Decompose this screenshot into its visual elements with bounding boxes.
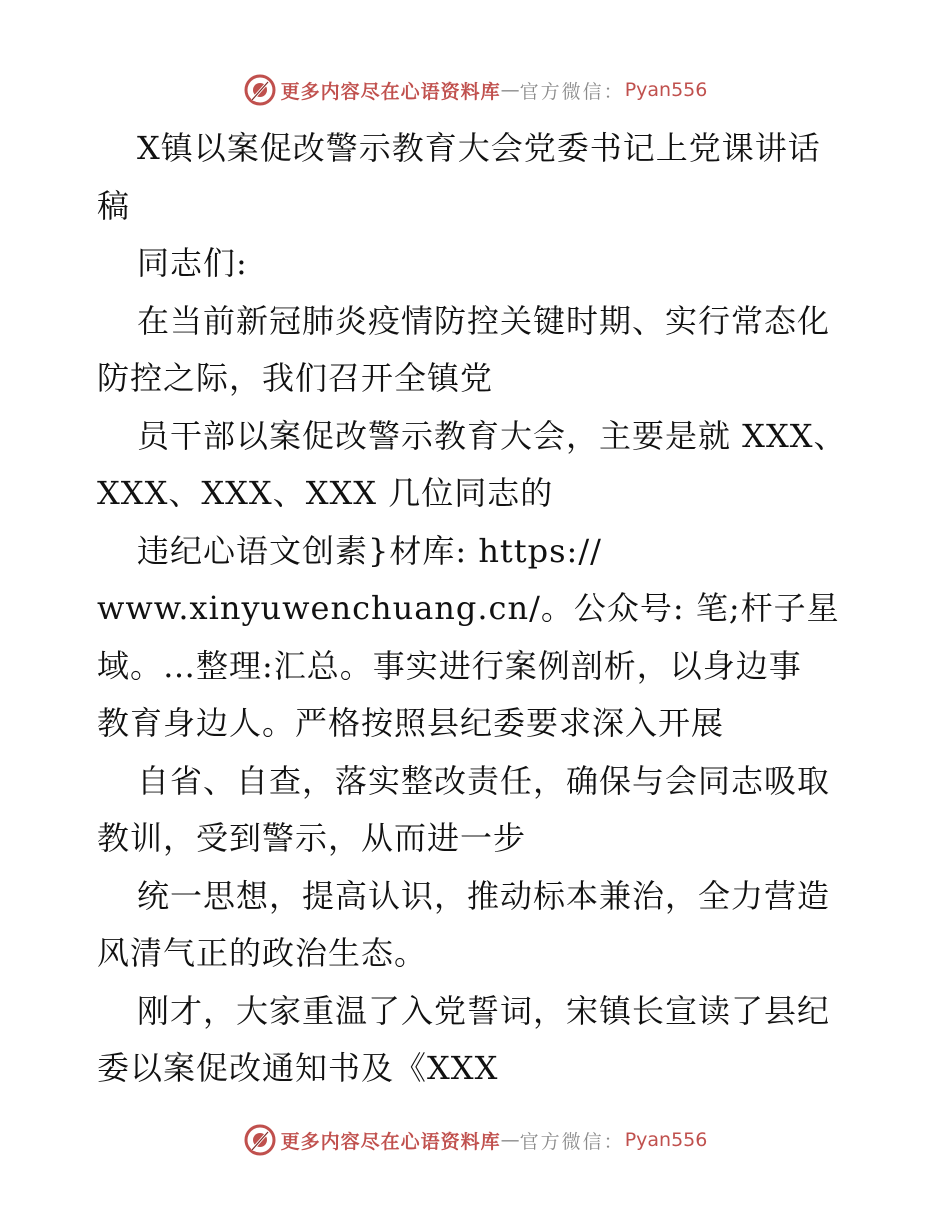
paragraph-line: www.xinyuwenchuang.cn/。公众号: 笔;杆子星 xyxy=(97,589,840,627)
paragraph-line: 域。…整理:汇总。事实进行案例剖析，以身边事 xyxy=(97,646,802,685)
paragraph-line: 防控之际，我们召开全镇党 xyxy=(97,359,494,397)
paragraph-line: 自省、自查，落实整改责任，确保与会同志吸取 xyxy=(137,761,831,800)
wechat-label: 官方微信： xyxy=(519,1130,625,1153)
separator: — xyxy=(500,79,520,101)
salutation: 同志们: xyxy=(137,244,248,282)
separator: — xyxy=(500,1129,520,1151)
wechat-account: Pyan556 xyxy=(624,1129,708,1151)
paragraph-line: 违纪心语文创素}材库: https:// xyxy=(137,531,602,570)
footer-watermark xyxy=(0,1120,950,1160)
promo-text: 更多内容尽在心语资料库 xyxy=(280,80,501,103)
paragraph-line: 刚才，大家重温了入党誓词，宋镇长宣读了县纪 xyxy=(137,991,831,1030)
pen-circle-logo-icon xyxy=(243,1123,277,1157)
header-watermark xyxy=(0,70,950,110)
document-body xyxy=(97,120,857,1098)
paragraph-line: 风清气正的政治生态。 xyxy=(97,934,428,972)
paragraph-line: 统一思想，提高认识，推动标本兼治，全力营造 xyxy=(137,876,831,915)
paragraph-line: 员干部以案促改警示教育大会，主要是就 XXX、 xyxy=(137,416,847,455)
wechat-account: Pyan556 xyxy=(624,79,708,101)
promo-text: 更多内容尽在心语资料库 xyxy=(280,1130,501,1153)
paragraph-line: XXX、XXX、XXX 几位同志的 xyxy=(97,474,554,512)
wechat-label: 官方微信： xyxy=(519,80,625,103)
document-title-line-2: 稿 xyxy=(97,186,131,225)
paragraph-line: 教育身边人。严格按照县纪委要求深入开展 xyxy=(97,704,725,742)
paragraph-line: 在当前新冠肺炎疫情防控关键时期、实行常态化 xyxy=(137,301,831,340)
pen-circle-logo-icon xyxy=(243,73,277,107)
paragraph-line: 教训，受到警示，从而进一步 xyxy=(97,819,527,857)
paragraph-line: 委以案促改通知书及《XXX xyxy=(97,1049,499,1087)
document-title-line-1: X镇以案促改警示教育大会党委书记上党课讲话 xyxy=(137,129,821,167)
